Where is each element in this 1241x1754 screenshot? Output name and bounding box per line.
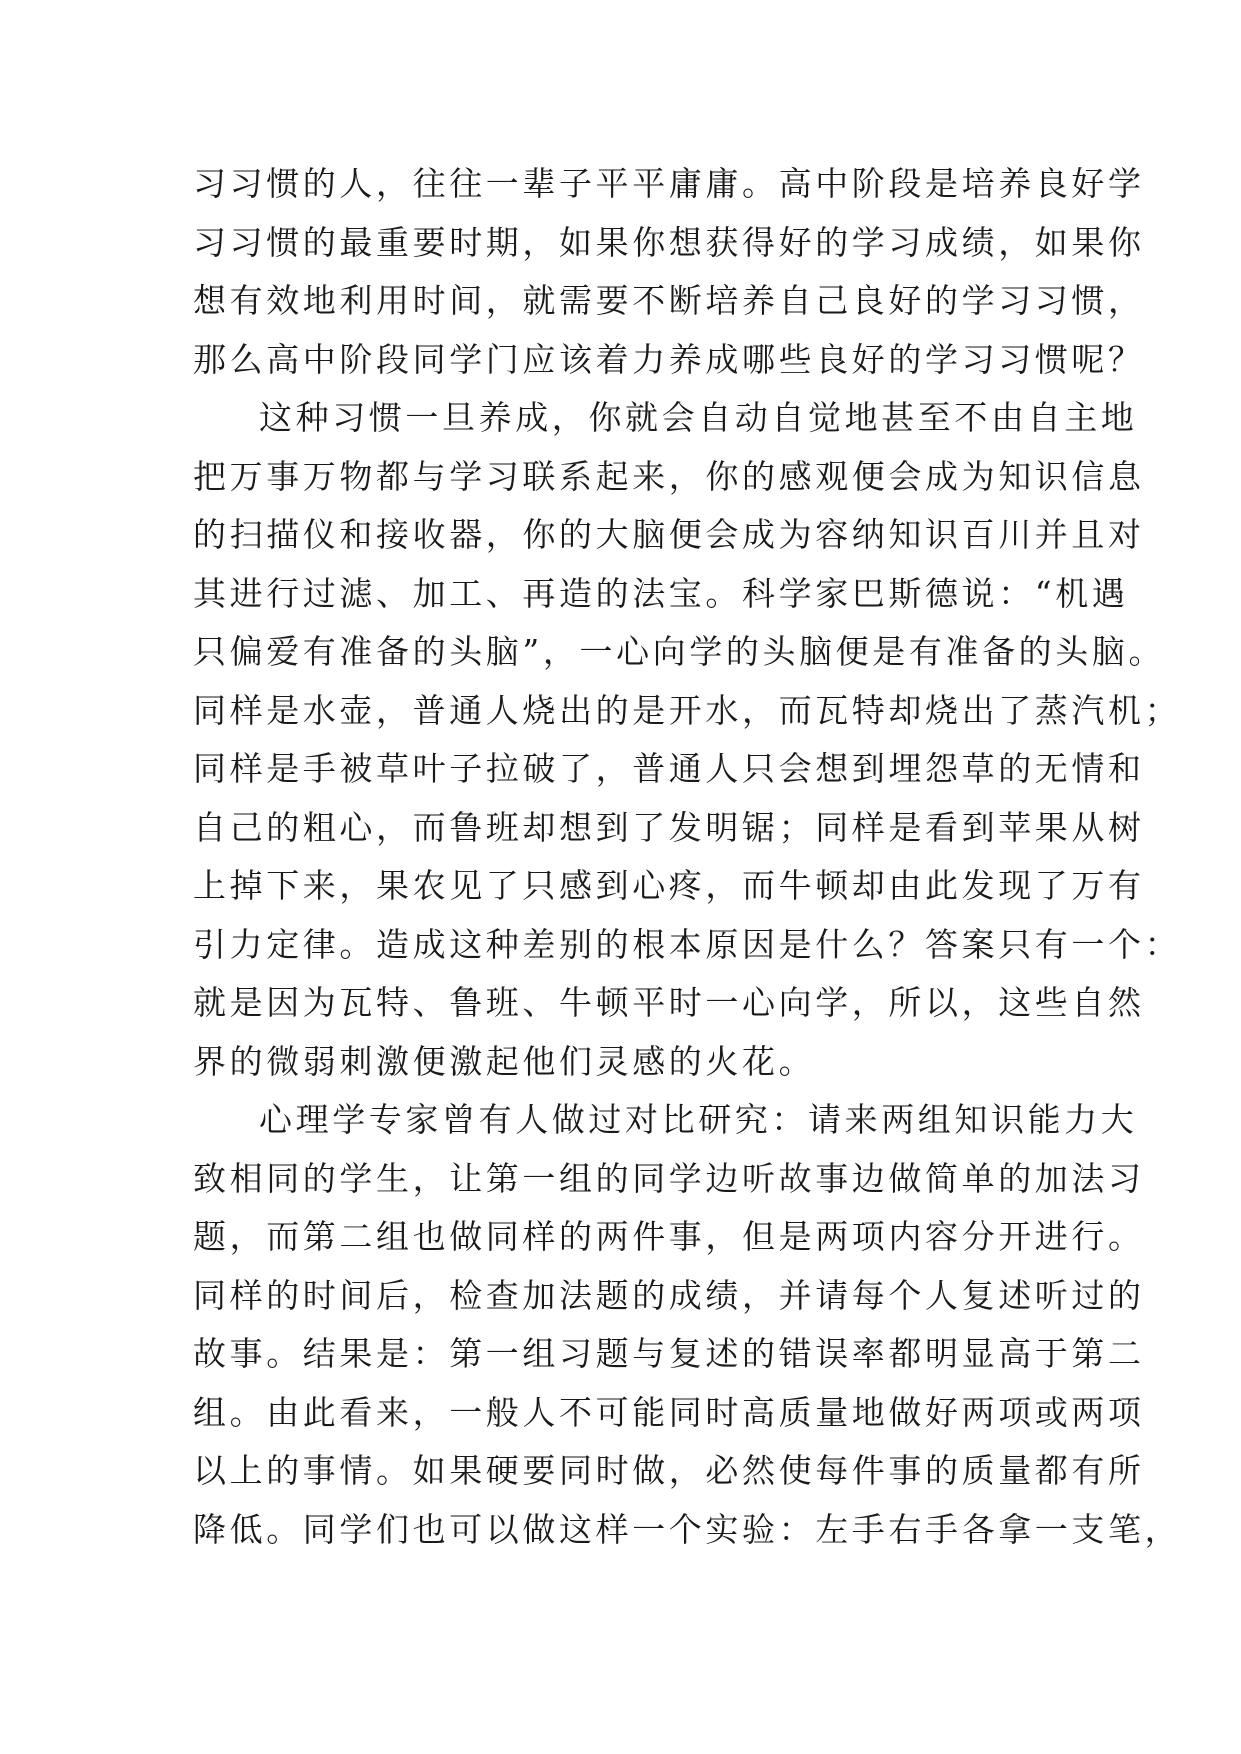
text-line: 同样的时间后，检查加法题的成绩，并请每个人复述听过的: [193, 1275, 1145, 1315]
text-line: 只偏爱有准备的头脑”，一心向学的头脑便是有准备的头脑。: [193, 632, 1166, 671]
text-line: 就是因为瓦特、鲁班、牛顿平时一心向学，所以，这些自然: [193, 983, 1145, 1022]
paragraph-first-line: 心理学专家曾有人做过对比研究：请来两组知识能力大: [259, 1100, 1138, 1139]
text-line: 习习惯的人，往往一辈子平平庸庸。高中阶段是培养良好学: [193, 164, 1145, 203]
text-line: 想有效地利用时间，就需要不断培养自己良好的学习习惯，: [193, 281, 1145, 320]
text-line: 那么高中阶段同学门应该着力养成哪些良好的学习习惯呢？: [193, 339, 1145, 379]
text-line: 的扫描仪和接收器，你的大脑便会成为容纳知识百川并且对: [193, 515, 1145, 554]
text-line: 引力定律。造成这种差别的根本原因是什么？答案只有一个：: [193, 924, 1182, 964]
text-line: 组。由此看来，一般人不可能同时高质量地做好两项或两项: [193, 1392, 1145, 1432]
text-line: 降低。同学们也可以做这样一个实验：左手右手各拿一支笔，: [193, 1509, 1182, 1549]
text-line: 自己的粗心，而鲁班却想到了发明锯；同样是看到苹果从树: [193, 807, 1145, 847]
text-line: 把万事万物都与学习联系起来，你的感观便会成为知识信息: [193, 456, 1145, 496]
text-line: 以上的事情。如果硬要同时做，必然使每件事的质量都有所: [193, 1451, 1145, 1490]
text-line: 题，而第二组也做同样的两件事，但是两项内容分开进行。: [193, 1217, 1145, 1256]
text-line: 致相同的学生，让第一组的同学边听故事边做简单的加法习: [193, 1158, 1145, 1198]
text-line: 习习惯的最重要时期，如果你想获得好的学习成绩，如果你: [193, 222, 1145, 262]
text-line: 其进行过滤、加工、再造的法宝。科学家巴斯德说：“机遇: [193, 573, 1129, 613]
body-text: [193, 155, 1182, 1559]
text-line: 同样是手被草叶子拉破了，普通人只会想到埋怨草的无情和: [193, 749, 1145, 788]
text-line: 上掉下来，果农见了只感到心疼，而牛顿却由此发现了万有: [193, 866, 1145, 905]
text-line: 界的微弱刺激便激起他们灵感的火花。: [193, 1041, 816, 1081]
text-line: 故事。结果是：第一组习题与复述的错误率都明显高于第二: [193, 1334, 1145, 1373]
text-line: 同样是水壶，普通人烧出的是开水，而瓦特却烧出了蒸汽机；: [193, 690, 1182, 730]
paragraph-first-line: 这种习惯一旦养成，你就会自动自觉地甚至不由自主地: [259, 398, 1138, 437]
